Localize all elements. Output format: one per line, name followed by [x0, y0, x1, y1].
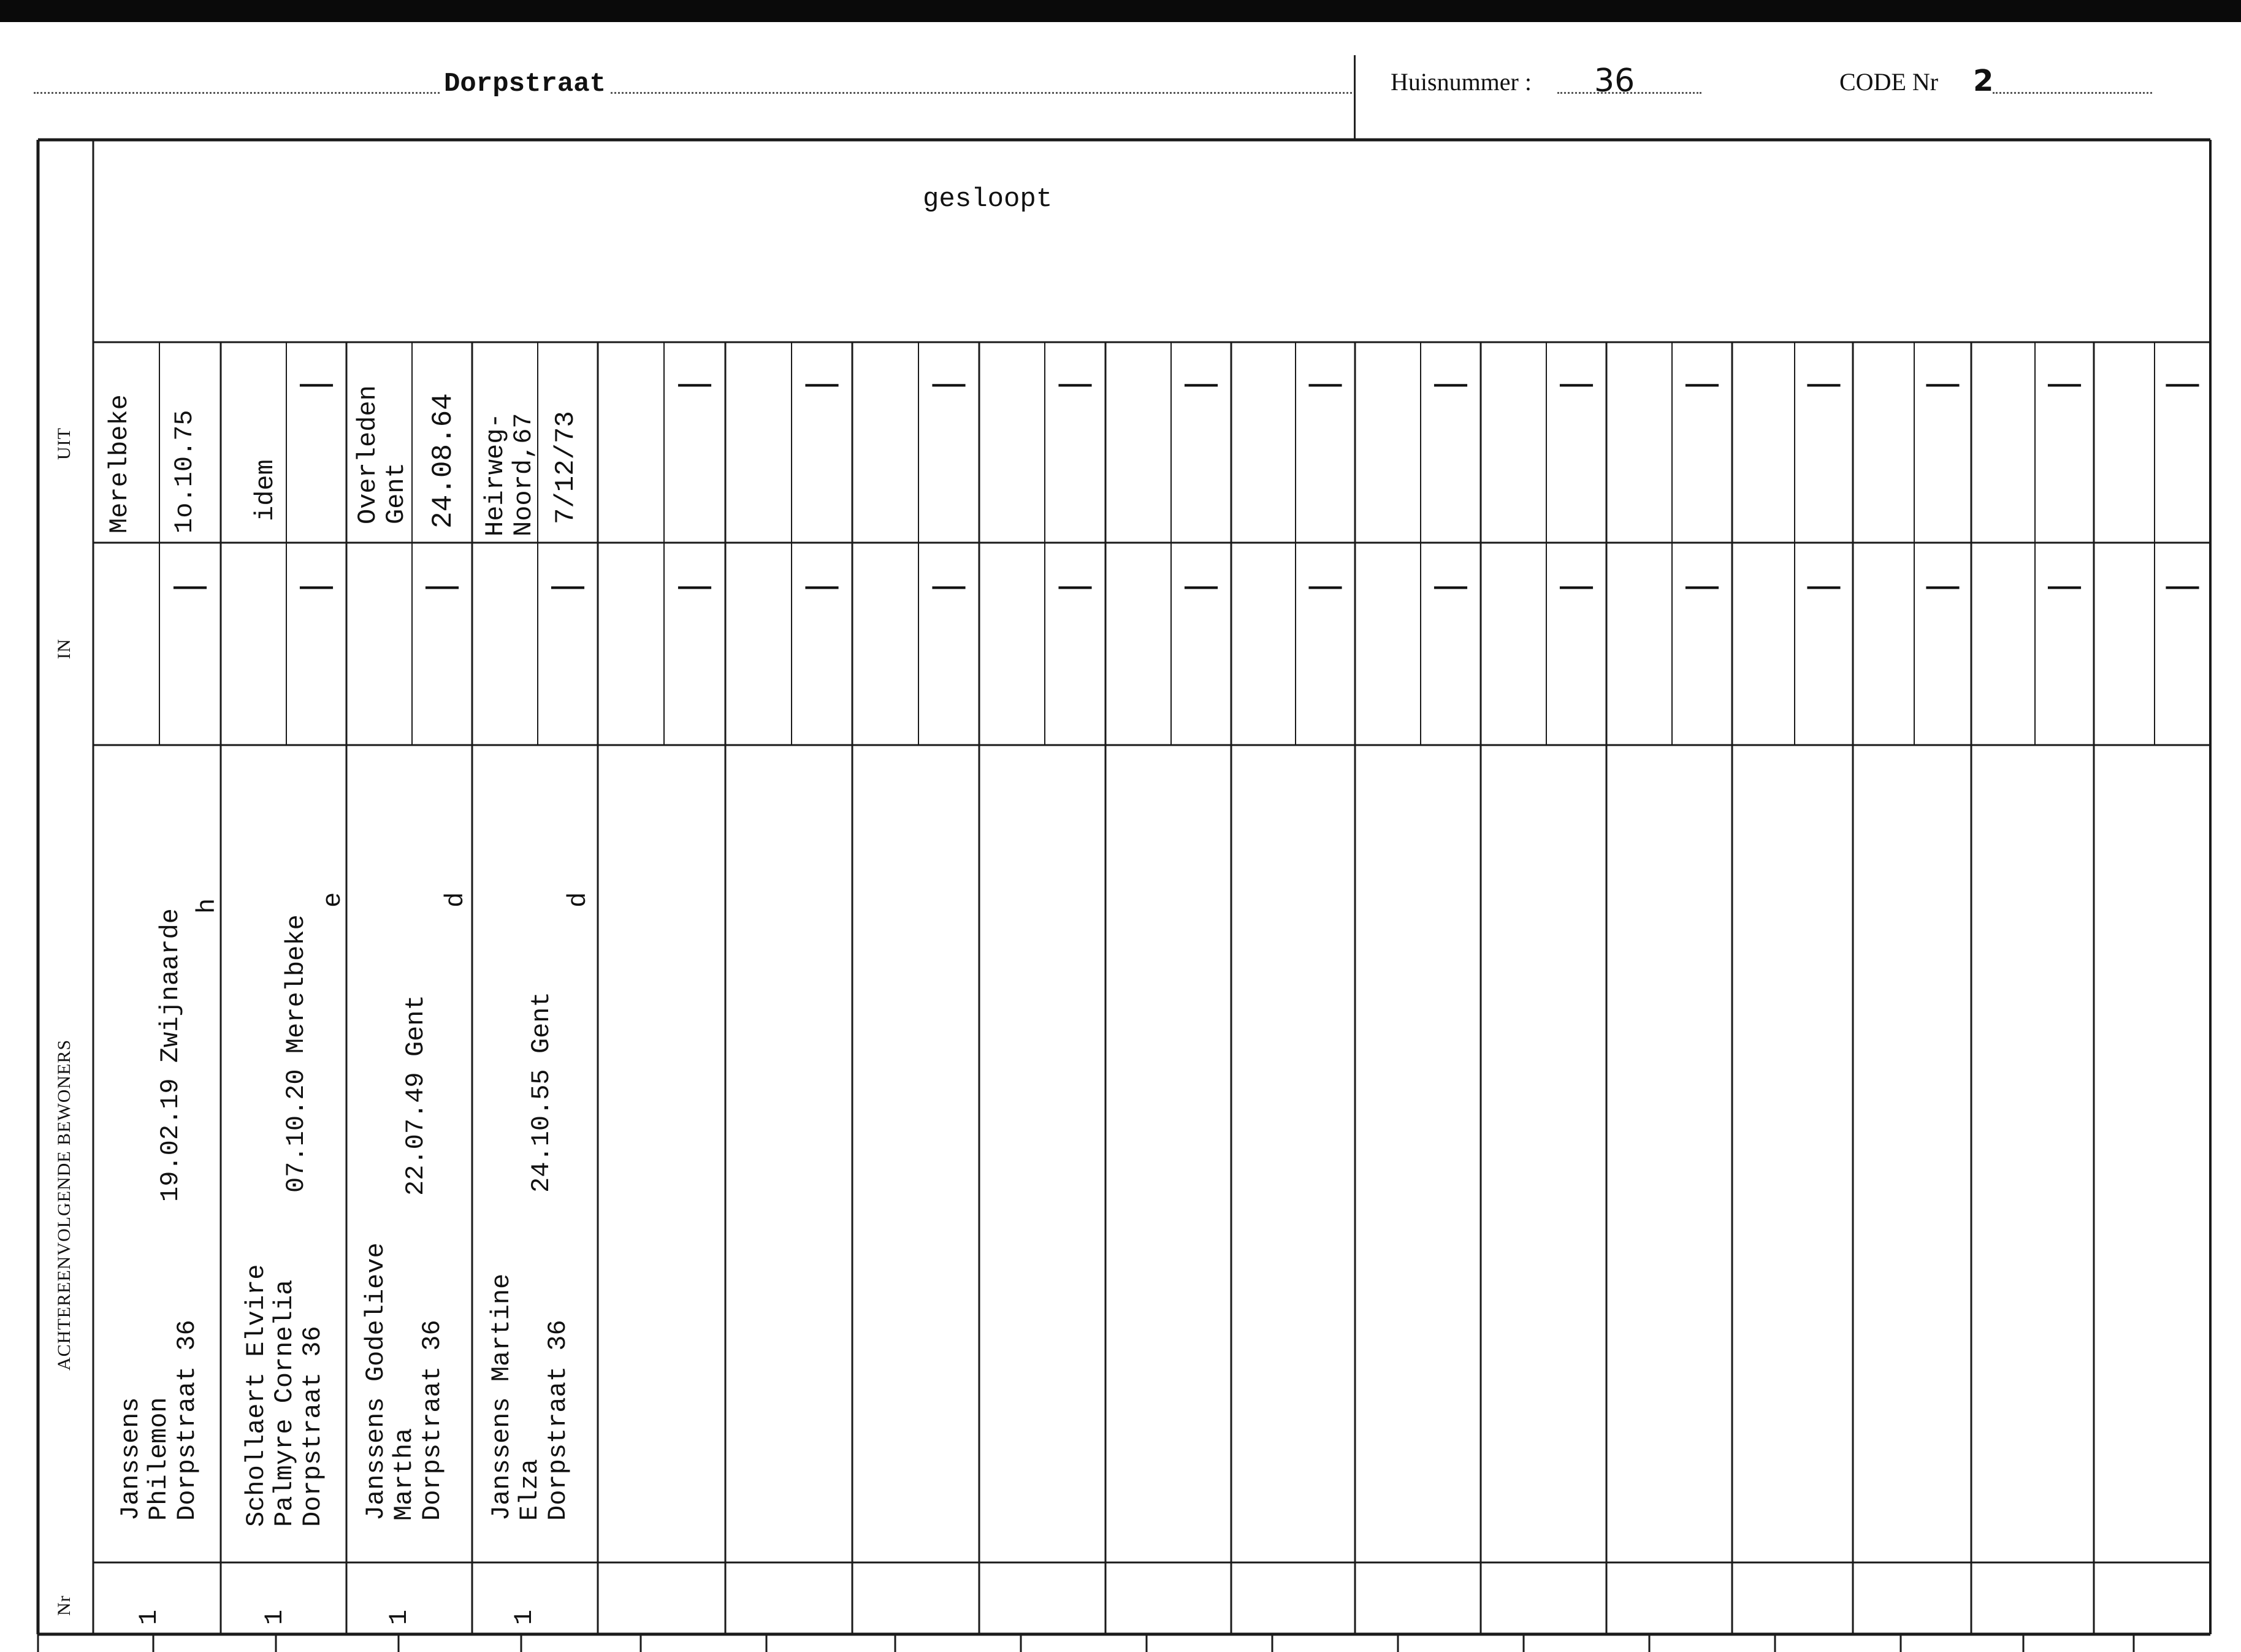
empty-dash: —	[424, 564, 460, 607]
nr-row-label: Nr	[54, 1595, 74, 1616]
empty-dash: —	[803, 564, 841, 607]
empty-dash: —	[172, 564, 208, 607]
resident-3-birth: 22.07.49 Gent	[401, 995, 430, 1196]
empty-dash: —	[1924, 564, 1961, 607]
bewoners-row-label: ACHTEREENVOLGENDE BEWONERS	[54, 1039, 74, 1371]
empty-dash: —	[1558, 362, 1595, 405]
uit-row-label: UIT	[54, 427, 74, 460]
resident-3-relation: d	[441, 892, 470, 908]
house-number-value: 36	[1594, 63, 1635, 99]
empty-dash: —	[1183, 564, 1220, 607]
empty-dash: —	[676, 362, 713, 405]
street-name: Dorpstraat	[440, 69, 609, 99]
code-value: 2	[1973, 64, 1994, 98]
empty-dash: —	[1307, 564, 1344, 607]
resident-1-name: Janssens Philemon Dorpstraat 36	[116, 1320, 202, 1521]
empty-dash: —	[676, 564, 713, 607]
resident-1-nr: 1	[134, 1609, 164, 1625]
resident-2-uit-place: idem	[251, 459, 280, 521]
empty-dash: —	[1432, 564, 1469, 607]
resident-1-relation: h	[193, 898, 222, 914]
house-number-label: Huisnummer :	[1391, 68, 1532, 96]
empty-dash: —	[1558, 564, 1595, 607]
resident-2-nr: 1	[260, 1609, 289, 1625]
empty-dash: —	[1805, 564, 1842, 607]
resident-3-uit-date: 24.08.64	[427, 393, 459, 529]
resident-3-name: Janssens Godelieve Martha Dorpstraat 36	[361, 1242, 447, 1521]
empty-dash: —	[803, 362, 841, 405]
remarks-text: gesloopt	[923, 184, 1053, 215]
empty-dash: —	[1684, 564, 1720, 607]
resident-4-uit-place: Heirweg- Noord,67	[481, 413, 538, 537]
resident-3-uit-place: Overleden Gent	[353, 385, 411, 524]
resident-4-nr: 1	[510, 1609, 539, 1625]
empty-dash: —	[930, 564, 968, 607]
in-row-label: IN	[54, 638, 74, 659]
empty-dash: —	[1924, 362, 1961, 405]
empty-dash: —	[1307, 362, 1344, 405]
empty-dash: —	[1805, 362, 1842, 405]
empty-dash: —	[298, 564, 335, 607]
resident-1-birth: 19.02.19 Zwijnaarde	[156, 908, 185, 1202]
resident-1-uit-place: Merelbeke	[105, 394, 134, 533]
resident-4-name: Janssens Martine Elza Dorpstraat 36	[487, 1273, 573, 1521]
empty-dash: —	[930, 362, 968, 405]
empty-dash: —	[2046, 362, 2083, 405]
empty-dash: —	[1056, 564, 1094, 607]
empty-dash: —	[298, 362, 335, 405]
resident-2-birth: 07.10.20 Merelbeke	[281, 914, 311, 1193]
empty-dash: —	[2046, 564, 2083, 607]
resident-4-birth: 24.10.55 Gent	[527, 992, 556, 1193]
empty-dash: —	[1432, 362, 1469, 405]
code-label: CODE Nr	[1839, 68, 1939, 96]
resident-3-nr: 1	[384, 1609, 414, 1625]
empty-dash: —	[549, 564, 586, 607]
resident-2-relation: e	[318, 892, 348, 908]
empty-dash: —	[2164, 362, 2201, 405]
resident-2-name: Schollaert Elvire Palmyre Cornelia Dorpstraat 36	[242, 1264, 327, 1527]
empty-dash: —	[1684, 362, 1720, 405]
resident-4-relation: d	[563, 892, 593, 908]
resident-1-uit-date: 1o.10.75	[170, 410, 199, 533]
resident-4-uit-date: 7/12/73	[551, 411, 581, 524]
empty-dash: —	[2164, 564, 2201, 607]
empty-dash: —	[1183, 362, 1220, 405]
empty-dash: —	[1056, 362, 1094, 405]
